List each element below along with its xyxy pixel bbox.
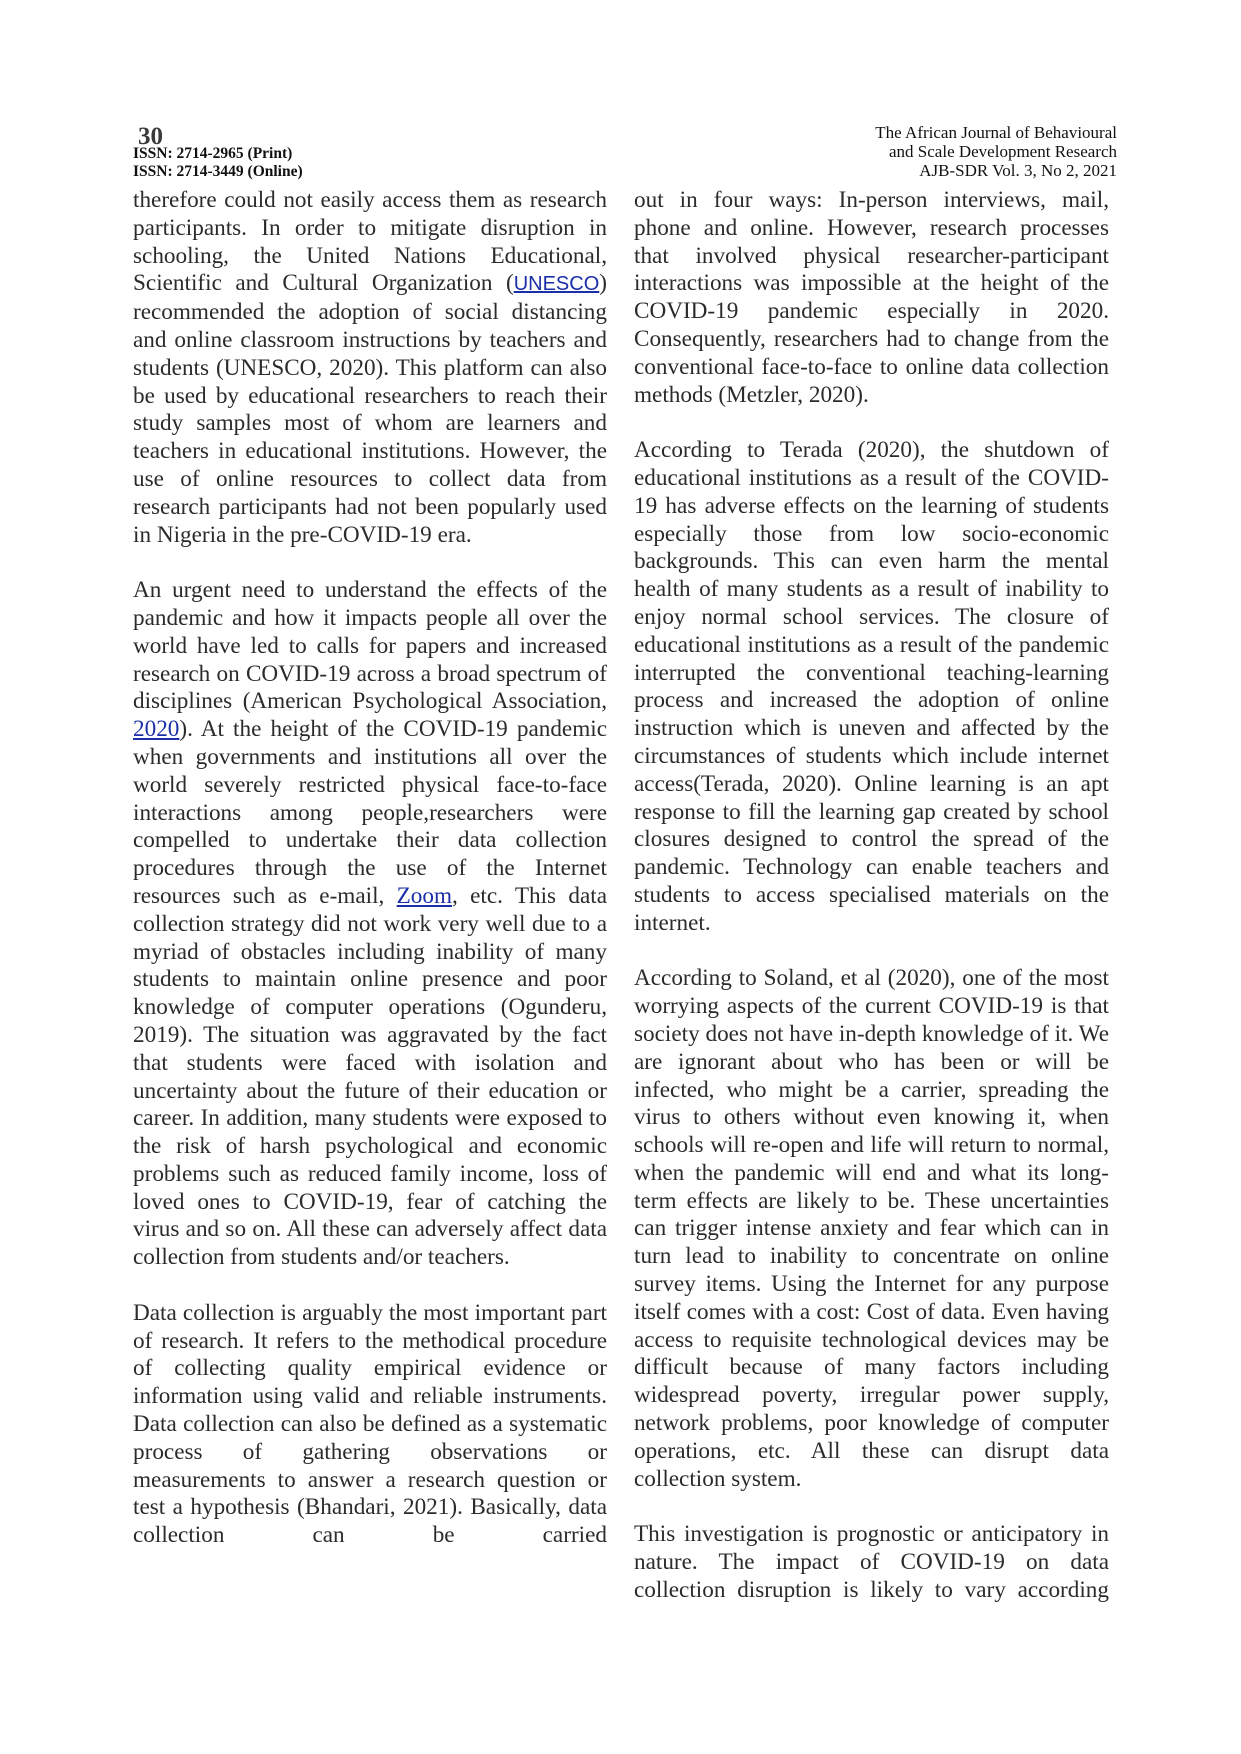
page-number: 30: [138, 123, 163, 150]
paragraph: [133, 187, 607, 549]
paragraph-text: , etc. This data collection strategy did not work very well due to a myriad of obstacles including inability of many students to maintain online presence and poor knowledge of computer operations (Ogunderu, 2019). The situation was aggravated by the fact that students were faced with isolation and uncertainty about the future of their education or career. In addition, many students were exposed to the risk of harsh psychological and economic problems such as reduced family income, loss of loved ones to COVID-19, fear of catching the virus and so on. All these can adversely affect data collection from students and/or teachers.: [133, 882, 607, 1271]
paragraph: According to Soland, et al (2020), one of the most worrying aspects of the current COVID-19 is that society does not have in-depth knowledge of it. We are ignorant about who has been or will be infected, who might be a carrier, spreading the virus to others without even knowing it, when schools will re-open and life will return to normal, when the pandemic will end and what its long-term effects are likely to be. These uncertainties can trigger intense anxiety and fear which can in turn lead to inability to concentrate on online survey items. Using the Internet for any purpose itself comes with a cost: Cost of data. Even having access to requisite technological devices may be difficult because of many factors including widespread poverty, irregular power supply, network problems, poor knowledge of computer operations, etc. All these can disrupt data collection system.: [634, 965, 1109, 1492]
paragraph: out in four ways: In-person interviews, mail, phone and online. However, research processes that involved physical researcher-participant interactions was impossible at the height of the COVID-19 pandemic especially in 2020. Consequently, researchers had to change from the conventional face-to-face to online data collection methods (Metzler, 2020).: [634, 187, 1109, 408]
paragraph: This investigation is prognostic or anticipatory in nature. The impact of COVID-19 on data collection disruption is likely to vary according: [634, 1521, 1109, 1603]
issn-block: [133, 145, 303, 181]
issn-online: ISSN: 2714-3449 (Online): [133, 163, 303, 180]
unesco-link[interactable]: UNESCO: [513, 273, 600, 296]
paragraph: [133, 577, 607, 1272]
paragraph-text: ) recommended the adoption of social distancing and online classroom instructions by teachers and students (UNESCO, 2020). This platform can also be used by educational researchers to reach their study samples most of whom are learners and teachers in educational institutions. However, the use of online resources to collect data from research participants had not been popularly used in Nigeria in the pre-COVID-19 era.: [133, 270, 607, 548]
journal-volume: AJB-SDR Vol. 3, No 2, 2021: [919, 161, 1117, 180]
right-column: [634, 187, 1109, 1605]
journal-title-line2: and Scale Development Research: [889, 142, 1117, 161]
paragraph-text: ). At the height of the COVID-19 pandemic when governments and institutions all over the world severely restricted physical face-to-face interactions among people,researchers were compelled to undertake their data collection procedures through the use of the Internet resources such as e-mail,: [133, 716, 607, 909]
paragraph: According to Terada (2020), the shutdown of educational institutions as a result of the COVID-19 has adverse effects on the learning of students especially those from low socio-economic backgrounds. This can even harm the mental health of many students as a result of inability to enjoy normal school services. The closure of educational institutions as a result of the pandemic interrupted the conventional teaching-learning process and increased the adoption of online instruction which is uneven and affected by the circumstances of students which include internet access(Terada, 2020). Online learning is an apt response to fill the learning gap created by school closures designed to control the spread of the pandemic. Technology can enable teachers and students to access specialised materials on the internet.: [634, 437, 1109, 936]
zoom-link[interactable]: Zoom: [396, 882, 453, 909]
left-column: [133, 187, 607, 1550]
journal-title-line1: The African Journal of Behavioural: [875, 123, 1117, 142]
paragraph: Data collection is arguably the most important part of research. It refers to the methodical procedure of collecting quality empirical evidence or information using valid and reliable instruments. Data collection can also be defined as a systematic process of gathering observations or measurements to answer a research question or test a hypothesis (Bhandari, 2021). Basically, data collection can be carried: [133, 1299, 607, 1549]
journal-header: [875, 123, 1117, 180]
paragraph-text: An urgent need to understand the effects of the pandemic and how it impacts people all over the world have led to calls for papers and increased research on COVID-19 across a broad spectrum of disciplines (American Psychological Association,: [133, 577, 607, 715]
paragraph-text: therefore could not easily access them as research participants. In order to mitigate disruption in schooling, the United Nations Educational, Scientific and Cultural Organization (: [133, 187, 607, 297]
apa-2020-link[interactable]: 2020: [133, 716, 180, 743]
issn-print: ISSN: 2714-2965 (Print): [133, 145, 293, 162]
